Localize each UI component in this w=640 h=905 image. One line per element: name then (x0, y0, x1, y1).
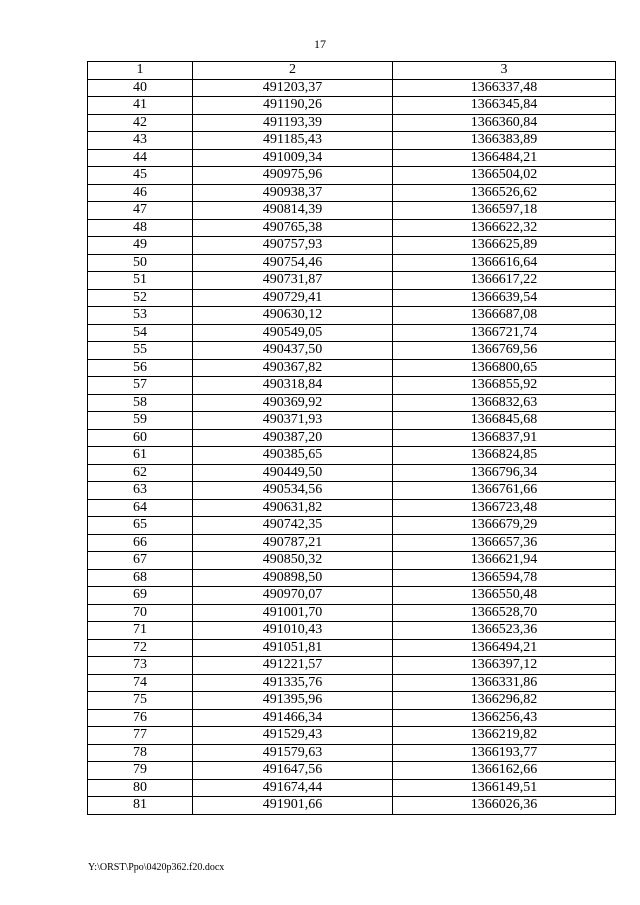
table-row (88, 499, 616, 517)
point-number-cell: 68 (88, 569, 193, 587)
y-coordinate-cell: 1366296,82 (393, 692, 616, 710)
y-coordinate-cell: 1366484,21 (393, 149, 616, 167)
table-row (88, 517, 616, 535)
x-coordinate-cell: 490757,93 (193, 237, 393, 255)
x-coordinate-cell: 490898,50 (193, 569, 393, 587)
table-row (88, 412, 616, 430)
x-coordinate-cell: 491203,37 (193, 79, 393, 97)
y-coordinate-cell: 1366345,84 (393, 97, 616, 115)
point-number-cell: 44 (88, 149, 193, 167)
table-row (88, 377, 616, 395)
table-row (88, 289, 616, 307)
point-number-cell: 81 (88, 797, 193, 815)
table-row (88, 237, 616, 255)
x-coordinate-cell: 490814,39 (193, 202, 393, 220)
x-coordinate-cell: 491579,63 (193, 744, 393, 762)
y-coordinate-cell: 1366679,29 (393, 517, 616, 535)
x-coordinate-cell: 491190,26 (193, 97, 393, 115)
x-coordinate-cell: 491647,56 (193, 762, 393, 780)
y-coordinate-cell: 1366617,22 (393, 272, 616, 290)
y-coordinate-cell: 1366162,66 (393, 762, 616, 780)
y-coordinate-cell: 1366597,18 (393, 202, 616, 220)
point-number-cell: 41 (88, 97, 193, 115)
x-coordinate-cell: 491221,57 (193, 657, 393, 675)
y-coordinate-cell: 1366219,82 (393, 727, 616, 745)
y-coordinate-cell: 1366796,34 (393, 464, 616, 482)
table-row (88, 464, 616, 482)
table-row (88, 149, 616, 167)
table-row (88, 447, 616, 465)
x-coordinate-cell: 490938,37 (193, 184, 393, 202)
point-number-cell: 50 (88, 254, 193, 272)
point-number-cell: 65 (88, 517, 193, 535)
table-row (88, 394, 616, 412)
table-row (88, 167, 616, 185)
table-row (88, 482, 616, 500)
point-number-cell: 76 (88, 709, 193, 727)
point-number-cell: 60 (88, 429, 193, 447)
table-row (88, 639, 616, 657)
table-row (88, 744, 616, 762)
point-number-cell: 47 (88, 202, 193, 220)
x-coordinate-cell: 490318,84 (193, 377, 393, 395)
table-row (88, 692, 616, 710)
point-number-cell: 61 (88, 447, 193, 465)
x-coordinate-cell: 491466,34 (193, 709, 393, 727)
x-coordinate-cell: 490630,12 (193, 307, 393, 325)
table-row (88, 219, 616, 237)
point-number-cell: 53 (88, 307, 193, 325)
point-number-cell: 40 (88, 79, 193, 97)
y-coordinate-cell: 1366149,51 (393, 779, 616, 797)
table-row (88, 272, 616, 290)
point-number-cell: 80 (88, 779, 193, 797)
x-coordinate-cell: 491193,39 (193, 114, 393, 132)
y-coordinate-cell: 1366761,66 (393, 482, 616, 500)
table-row (88, 779, 616, 797)
y-coordinate-cell: 1366550,48 (393, 587, 616, 605)
y-coordinate-cell: 1366383,89 (393, 132, 616, 150)
point-number-cell: 64 (88, 499, 193, 517)
table-row (88, 657, 616, 675)
y-coordinate-cell: 1366523,36 (393, 622, 616, 640)
table-row (88, 359, 616, 377)
table-row (88, 132, 616, 150)
coordinates-table (87, 61, 616, 815)
point-number-cell: 79 (88, 762, 193, 780)
point-number-cell: 56 (88, 359, 193, 377)
y-coordinate-cell: 1366837,91 (393, 429, 616, 447)
table-row (88, 324, 616, 342)
x-coordinate-cell: 491001,70 (193, 604, 393, 622)
point-number-cell: 66 (88, 534, 193, 552)
y-coordinate-cell: 1366504,02 (393, 167, 616, 185)
y-coordinate-cell: 1366528,70 (393, 604, 616, 622)
table-row (88, 97, 616, 115)
table-row (88, 307, 616, 325)
x-coordinate-cell: 490631,82 (193, 499, 393, 517)
point-number-cell: 49 (88, 237, 193, 255)
point-number-cell: 54 (88, 324, 193, 342)
column-header-1: 1 (88, 62, 193, 80)
y-coordinate-cell: 1366193,77 (393, 744, 616, 762)
y-coordinate-cell: 1366337,48 (393, 79, 616, 97)
y-coordinate-cell: 1366800,65 (393, 359, 616, 377)
x-coordinate-cell: 491674,44 (193, 779, 393, 797)
x-coordinate-cell: 491185,43 (193, 132, 393, 150)
footer-file-path: Y:\ORST\Ppo\0420p362.f20.docx (88, 862, 225, 873)
point-number-cell: 69 (88, 587, 193, 605)
table-row (88, 114, 616, 132)
point-number-cell: 77 (88, 727, 193, 745)
y-coordinate-cell: 1366526,62 (393, 184, 616, 202)
point-number-cell: 57 (88, 377, 193, 395)
y-coordinate-cell: 1366594,78 (393, 569, 616, 587)
table-body (88, 79, 616, 814)
y-coordinate-cell: 1366639,54 (393, 289, 616, 307)
x-coordinate-cell: 490371,93 (193, 412, 393, 430)
x-coordinate-cell: 490850,32 (193, 552, 393, 570)
x-coordinate-cell: 490437,50 (193, 342, 393, 360)
x-coordinate-cell: 490729,41 (193, 289, 393, 307)
table-row (88, 79, 616, 97)
y-coordinate-cell: 1366625,89 (393, 237, 616, 255)
table-row (88, 727, 616, 745)
point-number-cell: 46 (88, 184, 193, 202)
point-number-cell: 67 (88, 552, 193, 570)
x-coordinate-cell: 491010,43 (193, 622, 393, 640)
y-coordinate-cell: 1366360,84 (393, 114, 616, 132)
point-number-cell: 74 (88, 674, 193, 692)
point-number-cell: 70 (88, 604, 193, 622)
table-row (88, 184, 616, 202)
x-coordinate-cell: 490975,96 (193, 167, 393, 185)
x-coordinate-cell: 490970,07 (193, 587, 393, 605)
table-row (88, 587, 616, 605)
column-header-2: 2 (193, 62, 393, 80)
table-row (88, 622, 616, 640)
x-coordinate-cell: 491335,76 (193, 674, 393, 692)
table-row (88, 534, 616, 552)
y-coordinate-cell: 1366616,64 (393, 254, 616, 272)
x-coordinate-cell: 491395,96 (193, 692, 393, 710)
y-coordinate-cell: 1366331,86 (393, 674, 616, 692)
point-number-cell: 48 (88, 219, 193, 237)
x-coordinate-cell: 491009,34 (193, 149, 393, 167)
point-number-cell: 72 (88, 639, 193, 657)
point-number-cell: 73 (88, 657, 193, 675)
x-coordinate-cell: 490549,05 (193, 324, 393, 342)
x-coordinate-cell: 490742,35 (193, 517, 393, 535)
point-number-cell: 62 (88, 464, 193, 482)
y-coordinate-cell: 1366824,85 (393, 447, 616, 465)
y-coordinate-cell: 1366845,68 (393, 412, 616, 430)
table-row (88, 342, 616, 360)
table-row (88, 569, 616, 587)
point-number-cell: 58 (88, 394, 193, 412)
table-row (88, 254, 616, 272)
table-row (88, 762, 616, 780)
table-row (88, 552, 616, 570)
y-coordinate-cell: 1366026,36 (393, 797, 616, 815)
point-number-cell: 55 (88, 342, 193, 360)
page-number: 17 (314, 37, 326, 51)
x-coordinate-cell: 490787,21 (193, 534, 393, 552)
y-coordinate-cell: 1366256,43 (393, 709, 616, 727)
point-number-cell: 51 (88, 272, 193, 290)
x-coordinate-cell: 490765,38 (193, 219, 393, 237)
x-coordinate-cell: 490369,92 (193, 394, 393, 412)
point-number-cell: 45 (88, 167, 193, 185)
point-number-cell: 52 (88, 289, 193, 307)
table-row (88, 674, 616, 692)
y-coordinate-cell: 1366721,74 (393, 324, 616, 342)
column-header-3: 3 (393, 62, 616, 80)
table-row (88, 604, 616, 622)
table-row (88, 797, 616, 815)
x-coordinate-cell: 490534,56 (193, 482, 393, 500)
x-coordinate-cell: 490385,65 (193, 447, 393, 465)
y-coordinate-cell: 1366621,94 (393, 552, 616, 570)
y-coordinate-cell: 1366687,08 (393, 307, 616, 325)
point-number-cell: 59 (88, 412, 193, 430)
point-number-cell: 63 (88, 482, 193, 500)
point-number-cell: 71 (88, 622, 193, 640)
y-coordinate-cell: 1366397,12 (393, 657, 616, 675)
table-header-row (88, 62, 616, 80)
x-coordinate-cell: 490387,20 (193, 429, 393, 447)
point-number-cell: 43 (88, 132, 193, 150)
y-coordinate-cell: 1366657,36 (393, 534, 616, 552)
x-coordinate-cell: 491529,43 (193, 727, 393, 745)
x-coordinate-cell: 490367,82 (193, 359, 393, 377)
x-coordinate-cell: 491901,66 (193, 797, 393, 815)
y-coordinate-cell: 1366855,92 (393, 377, 616, 395)
point-number-cell: 42 (88, 114, 193, 132)
table-row (88, 709, 616, 727)
y-coordinate-cell: 1366723,48 (393, 499, 616, 517)
x-coordinate-cell: 490449,50 (193, 464, 393, 482)
y-coordinate-cell: 1366832,63 (393, 394, 616, 412)
table-row (88, 429, 616, 447)
y-coordinate-cell: 1366622,32 (393, 219, 616, 237)
x-coordinate-cell: 490731,87 (193, 272, 393, 290)
table-row (88, 202, 616, 220)
x-coordinate-cell: 491051,81 (193, 639, 393, 657)
y-coordinate-cell: 1366769,56 (393, 342, 616, 360)
point-number-cell: 75 (88, 692, 193, 710)
point-number-cell: 78 (88, 744, 193, 762)
y-coordinate-cell: 1366494,21 (393, 639, 616, 657)
x-coordinate-cell: 490754,46 (193, 254, 393, 272)
